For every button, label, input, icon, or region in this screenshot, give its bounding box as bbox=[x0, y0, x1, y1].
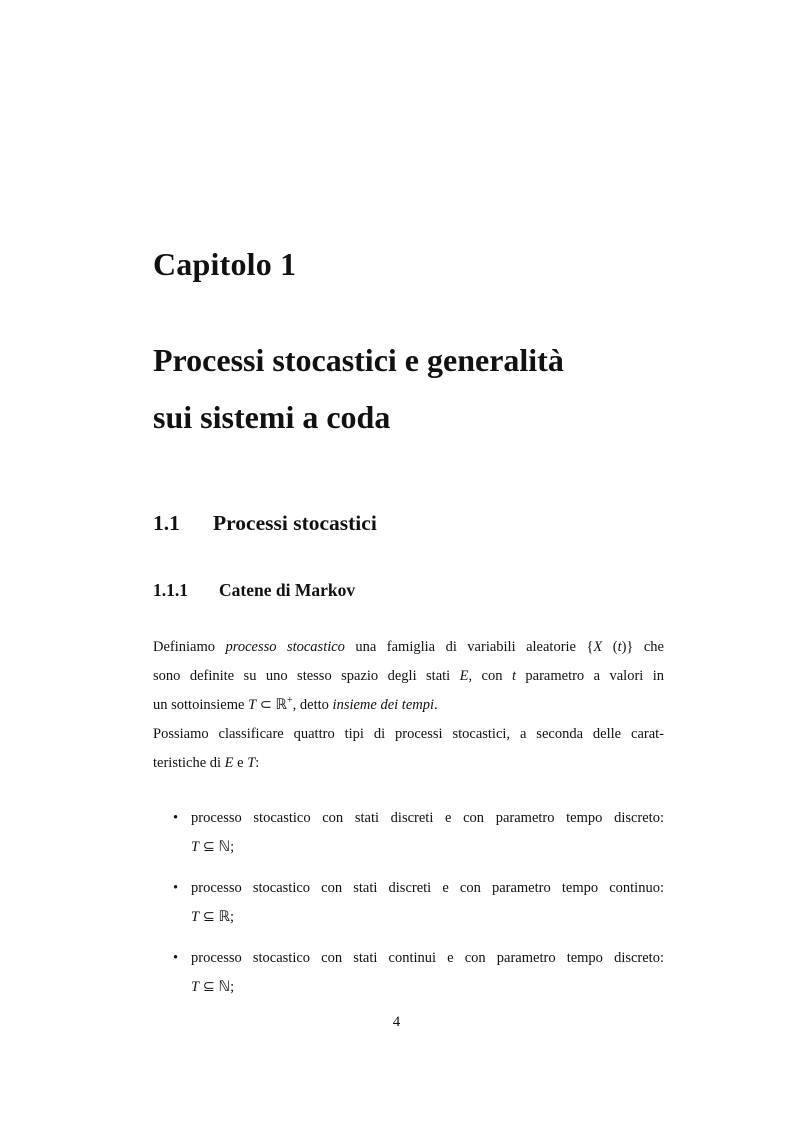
paragraph-1-line-3 bbox=[153, 691, 664, 720]
superscript: + bbox=[287, 695, 293, 707]
text-run: )} che bbox=[621, 639, 664, 655]
paragraph-1-line-2 bbox=[153, 662, 664, 691]
emphasis-term: processo stocastico bbox=[225, 639, 345, 655]
list-item-math bbox=[191, 903, 664, 932]
body-text bbox=[153, 633, 664, 778]
emphasis-term: insieme dei tempi bbox=[332, 697, 435, 713]
text-run: teristiche di bbox=[153, 755, 225, 771]
text-run: e bbox=[233, 755, 248, 771]
math-relation: ⊆ ℝ; bbox=[199, 909, 234, 925]
text-run: , detto bbox=[292, 697, 333, 713]
text-run: ( bbox=[602, 639, 618, 655]
bullet-icon: • bbox=[173, 810, 179, 826]
math-variable: E bbox=[224, 755, 234, 771]
text-run: ⊂ ℝ bbox=[256, 697, 288, 713]
bullet-icon: • bbox=[173, 950, 179, 966]
text-run: : bbox=[255, 755, 260, 771]
section-title: Processi stocastici bbox=[213, 511, 377, 535]
math-variable: t bbox=[511, 668, 516, 684]
subsection-number: 1.1.1 bbox=[153, 580, 188, 600]
math-relation: ⊆ ℕ; bbox=[199, 979, 235, 995]
math-variable: E bbox=[459, 668, 469, 684]
text-run: Definiamo bbox=[153, 639, 226, 655]
list-item bbox=[153, 804, 664, 862]
subsection-title: Catene di Markov bbox=[219, 580, 356, 600]
text-run: sono definite su uno stesso spazio degli stati bbox=[153, 668, 460, 684]
section-number: 1.1 bbox=[153, 511, 180, 535]
math-variable: T bbox=[247, 755, 256, 771]
list-item bbox=[153, 944, 664, 1002]
page-number: 4 bbox=[392, 1014, 401, 1030]
math-variable: X bbox=[593, 639, 603, 655]
text-run: una famiglia di variabili aleatorie { bbox=[344, 639, 594, 655]
math-variable: T bbox=[248, 697, 257, 713]
bullet-icon: • bbox=[173, 880, 179, 896]
section-heading bbox=[153, 511, 377, 536]
list-item-text: processo stocastico con stati continui e con parametro tempo discreto: bbox=[191, 950, 664, 966]
text-run: . bbox=[434, 697, 438, 713]
list-item-text: processo stocastico con stati discreti e con parametro tempo continuo: bbox=[191, 880, 664, 896]
text-run: parametro a valori in bbox=[515, 668, 665, 684]
list-item-text: processo stocastico con stati discreti e con parametro tempo discreto: bbox=[191, 810, 664, 826]
subsection-heading bbox=[153, 580, 355, 601]
text-run: un sottoinsieme bbox=[153, 697, 249, 713]
paragraph-1-line-1 bbox=[153, 633, 664, 662]
math-relation: ⊆ ℕ; bbox=[199, 839, 235, 855]
chapter-title-line-1: Processi stocastici e generalità bbox=[153, 342, 564, 378]
list-item-math bbox=[191, 833, 664, 862]
process-type-list bbox=[153, 804, 664, 1014]
list-item bbox=[153, 874, 664, 932]
chapter-label: Capitolo 1 bbox=[153, 246, 297, 282]
text-run: , con bbox=[468, 668, 512, 684]
math-variable: T bbox=[191, 979, 200, 995]
math-variable: T bbox=[191, 839, 200, 855]
chapter-title-line-2: sui sistemi a coda bbox=[153, 399, 391, 435]
chapter-title bbox=[153, 332, 713, 446]
paragraph-2-line-2 bbox=[153, 749, 664, 778]
paragraph-2-line-1: Possiamo classificare quattro tipi di processi stocastici, a seconda delle carat- bbox=[153, 726, 664, 742]
math-variable: T bbox=[191, 909, 200, 925]
list-item-math bbox=[191, 973, 664, 1002]
math-variable: t bbox=[617, 639, 622, 655]
